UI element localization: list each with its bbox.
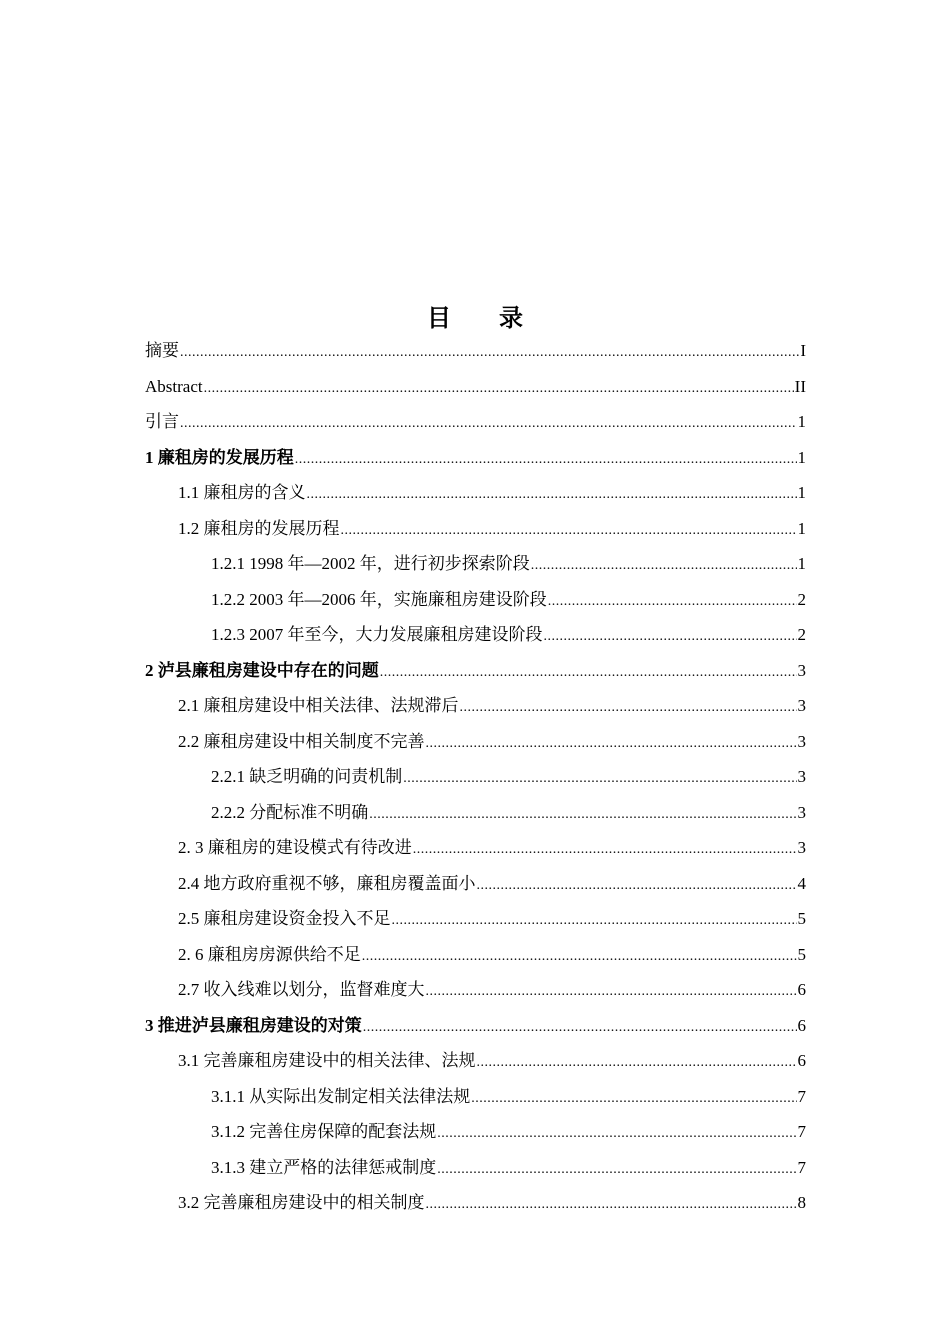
toc-entry-title[interactable]: 2 泸县廉租房建设中存在的问题 [145,660,379,680]
toc-entry[interactable] [145,795,806,831]
toc-entry-page-number[interactable]: 8 [797,1193,806,1212]
toc-entry[interactable] [145,901,806,937]
toc-dot-leader [426,1187,797,1223]
toc-entry-title[interactable]: 2.1 廉租房建设中相关法律、法规滞后 [178,696,459,715]
toc-dot-leader [426,974,797,1010]
toc-entry-page-number[interactable]: 1 [797,554,806,573]
toc-entry[interactable] [145,511,806,547]
toc-title-part2: 录 [499,304,523,332]
toc-dot-leader [307,477,797,513]
toc-title-part1: 目 [427,304,451,332]
toc-entry-page-number[interactable]: 5 [797,944,806,964]
toc-entry-page-number[interactable]: 1 [797,447,806,467]
toc-entry-page-number[interactable]: 3 [797,660,806,680]
toc-entry-page-number[interactable]: 3 [797,767,806,786]
toc-entry-title[interactable]: 2. 3 廉租房的建设模式有待改进 [178,838,412,857]
toc-entry[interactable] [145,688,806,724]
toc-entry[interactable] [145,582,806,618]
toc-dot-leader [180,335,799,371]
toc-dot-leader [426,726,797,762]
toc-entry-page-number[interactable]: 7 [797,1157,806,1177]
toc-dot-leader [363,1010,797,1046]
toc-dot-leader [477,1045,797,1081]
toc-entry-page-number[interactable]: 1 [797,518,806,538]
toc-entry-title[interactable]: 3.1.3 建立严格的法律惩戒制度 [211,1157,437,1177]
toc-entry-title[interactable]: 3.1.1 从实际出发制定相关法律法规 [211,1086,471,1106]
toc-dot-leader [341,513,797,549]
toc-entry[interactable] [145,1079,806,1115]
toc-entry-page-number[interactable]: 1 [797,483,806,502]
toc-dot-leader [180,406,797,442]
toc-entry[interactable] [145,546,806,582]
toc-entry-page-number[interactable]: 6 [797,980,806,999]
toc-entry[interactable] [145,333,806,369]
toc-entry[interactable] [145,369,806,405]
toc-entry[interactable] [145,1043,806,1079]
toc-entry-page-number[interactable]: 3 [797,696,806,715]
toc-entry-page-number[interactable]: II [794,376,806,396]
toc-entry[interactable] [145,972,806,1008]
toc-entry-page-number[interactable]: 2 [797,625,806,644]
toc-entry[interactable] [145,475,806,511]
toc-entry-page-number[interactable]: 7 [797,1122,806,1141]
toc-entry-title[interactable]: 2. 6 廉租房房源供给不足 [178,944,361,964]
toc-entry[interactable] [145,1185,806,1221]
toc-entry-title[interactable]: 2.2 廉租房建设中相关制度不完善 [178,731,425,751]
toc-entry[interactable] [145,440,806,476]
toc-entry-title[interactable]: 3 推进泸县廉租房建设的对策 [145,1015,362,1035]
toc-entry-page-number[interactable]: 5 [797,909,806,928]
toc-entry-page-number[interactable]: 6 [797,1051,806,1070]
toc-entry-title[interactable]: 2.4 地方政府重视不够，廉租房覆盖面小 [178,873,476,893]
toc-dot-leader [477,868,797,904]
toc-dot-leader [392,903,797,939]
toc-entry[interactable] [145,830,806,866]
toc-entry[interactable] [145,937,806,973]
toc-entry-page-number[interactable]: 7 [797,1086,806,1106]
toc-entry[interactable] [145,724,806,760]
toc-dot-leader [362,939,797,975]
toc-entry-title[interactable]: 1.2 廉租房的发展历程 [178,518,340,538]
toc-entry-title[interactable]: Abstract [145,376,203,396]
toc-dot-leader [460,690,797,726]
toc-entry-title[interactable]: 3.1 完善廉租房建设中的相关法律、法规 [178,1051,476,1070]
toc-entry-title[interactable]: 1.2.3 2007 年至今，大力发展廉租房建设阶段 [211,625,543,644]
toc-entry[interactable] [145,404,806,440]
toc-entry[interactable] [145,1150,806,1186]
toc-entry-title[interactable]: 摘要 [145,341,179,360]
toc-dot-leader [548,584,797,620]
toc-dot-leader [437,1116,796,1152]
toc-title [0,298,950,333]
toc-entry-page-number[interactable]: 3 [797,731,806,751]
toc-entry-title[interactable]: 2.2.2 分配标准不明确 [211,802,369,822]
toc-dot-leader [531,548,797,584]
toc-entry[interactable] [145,1008,806,1044]
toc-dot-leader [403,761,796,797]
toc-entry-page-number[interactable]: 3 [797,838,806,857]
toc-entry-title[interactable]: 引言 [145,412,179,431]
toc-entry-title[interactable]: 3.2 完善廉租房建设中的相关制度 [178,1193,425,1212]
toc-dot-leader [369,797,796,833]
toc-dot-leader [295,442,797,478]
toc-entry-title[interactable]: 1.2.2 2003 年—2006 年，实施廉租房建设阶段 [211,589,547,609]
toc-entry-title[interactable]: 1 廉租房的发展历程 [145,447,294,467]
toc-entry-title[interactable]: 2.5 廉租房建设资金投入不足 [178,909,391,928]
toc-entry-page-number[interactable]: 4 [797,873,806,893]
toc-entry-page-number[interactable]: 3 [797,802,806,822]
toc-entry-title[interactable]: 1.2.1 1998 年—2002 年，进行初步探索阶段 [211,554,530,573]
toc-entry-page-number[interactable]: 6 [797,1015,806,1035]
toc-entry[interactable] [145,866,806,902]
toc-entry-title[interactable]: 3.1.2 完善住房保障的配套法规 [211,1122,437,1141]
toc-entry-title[interactable]: 1.1 廉租房的含义 [178,483,306,502]
toc-entry[interactable] [145,1114,806,1150]
toc-list [145,333,806,1221]
toc-entry-title[interactable]: 2.7 收入线难以划分，监督难度大 [178,980,425,999]
toc-dot-leader [437,1152,796,1188]
toc-entry-title[interactable]: 2.2.1 缺乏明确的问责机制 [211,767,403,786]
toc-dot-leader [413,832,797,868]
toc-entry[interactable] [145,617,806,653]
toc-entry[interactable] [145,759,806,795]
toc-dot-leader [544,619,797,655]
toc-entry-page-number[interactable]: 1 [797,412,806,431]
toc-dot-leader [471,1081,796,1117]
toc-entry[interactable] [145,653,806,689]
toc-entry-page-number[interactable]: I [800,341,806,360]
toc-dot-leader [204,371,794,407]
toc-dot-leader [380,655,797,691]
toc-entry-page-number[interactable]: 2 [797,589,806,609]
